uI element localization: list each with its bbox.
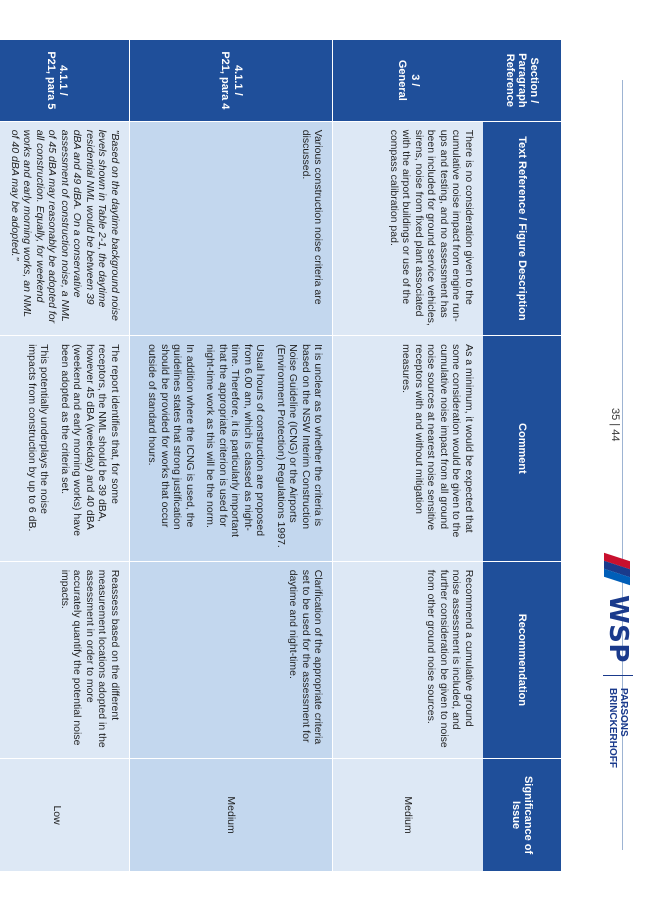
row-text: "Based on the daytime background noise levels shown in Table 2-1, the daytime residential NML would be between 39 dBA and 49 dBA. On a conservative assessment of construction noise, a NML of 45 dBA may reasonably be adopted for all construction. Equally, for weekend works and early morning works, an NML of 40 dBA may be adopted." xyxy=(0,121,130,335)
header-text: Text Reference / Figure Description xyxy=(483,121,561,335)
header-significance: Significance of Issue xyxy=(483,759,561,872)
logo-line2: BRINCKERHOFF xyxy=(607,687,618,768)
row-text: There is no consideration given to the cumulative noise impact from engine run-ups and testing, and no assessment has been included for ground service vehicles, sirens, noise from fixed plant associated with the airport buildings or use of the compass calibration pad. xyxy=(333,121,483,335)
ref-paragraph: P21, para 5 xyxy=(45,51,57,110)
logo-pb-text xyxy=(607,688,629,768)
row-recommendation: Clarification of the appropriate criteria set to be used for the assessment for daytime and night-time. xyxy=(130,561,334,758)
header-recommendation: Recommendation xyxy=(483,561,561,758)
row-significance: Low xyxy=(0,759,130,872)
row-comment xyxy=(130,336,334,562)
comment-para: In addition where the ICNG is used, the guidelines states that strong justification should be provided for works that occur outside of standard hours. xyxy=(146,344,196,530)
row-recommendation: Recommend a cumulative ground noise assessment is included, and further consideration be given to noise from other ground noise sources. xyxy=(333,561,483,758)
row-ref xyxy=(130,40,334,121)
header-row xyxy=(483,40,561,872)
logo-wsp-text: WSP xyxy=(603,595,633,663)
row-significance: Medium xyxy=(333,759,483,872)
row-comment xyxy=(0,336,130,562)
logo-line1: PARSONS xyxy=(618,687,629,737)
table-row xyxy=(130,40,334,872)
ref-section: 4.1.1 / xyxy=(57,65,70,96)
row-ref xyxy=(333,40,483,121)
comment-para: Usual hours of construction are proposed from 6.00 am, which is classed as night-time. Therefore, it is particularly important that the appropriate criterion is used for night-time work as this will be the norm. xyxy=(204,344,267,538)
row-text: Various construction noise criteria are discussed. xyxy=(130,121,334,335)
ref-section: 3 / xyxy=(408,74,421,87)
ref-section: 4.1.1 / xyxy=(231,65,244,96)
ref-paragraph: P21, para 4 xyxy=(219,51,232,110)
ref-paragraph: General xyxy=(396,59,409,101)
page-number: 35 | 44 xyxy=(609,408,621,442)
header-comment: Comment xyxy=(483,336,561,562)
comment-para: This potentially underplays the noise impacts from construction by up to 6 dB. xyxy=(26,344,51,532)
row-recommendation: Reassess based on the different measurement locations adopted in the assessment in order to more accurately quantify the potential noise impacts. xyxy=(0,561,130,758)
review-table xyxy=(0,40,561,872)
logo-divider xyxy=(603,675,633,676)
row-significance: Medium xyxy=(130,759,334,872)
company-logo xyxy=(593,555,643,768)
comment-para: The report identifies that, for some receptors, the NML should be 39 dBA, however 45 dBA (weekday) and 40 dBA (weekend and early morning works) have been adopted as the criteria set. xyxy=(59,344,121,537)
wsp-mark-icon xyxy=(604,555,632,585)
row-ref xyxy=(0,40,130,121)
table-row xyxy=(333,40,483,872)
comment-para: It is unclear as to whether the criteria is based on the NSW Interim Construction Noise Guideline (ICNG) or the Airports (Environment Protection) Regulations 1997. xyxy=(275,344,325,548)
comment-para: As a minimum, it would be expected that some consideration would be given to the cumulative noise impact from all ground noise sources at nearest noise sensitive receptors with and without mitigation measures. xyxy=(400,344,475,538)
row-comment xyxy=(333,336,483,562)
table-row xyxy=(0,40,130,872)
header-ref: Section / Paragraph Reference xyxy=(483,40,561,121)
